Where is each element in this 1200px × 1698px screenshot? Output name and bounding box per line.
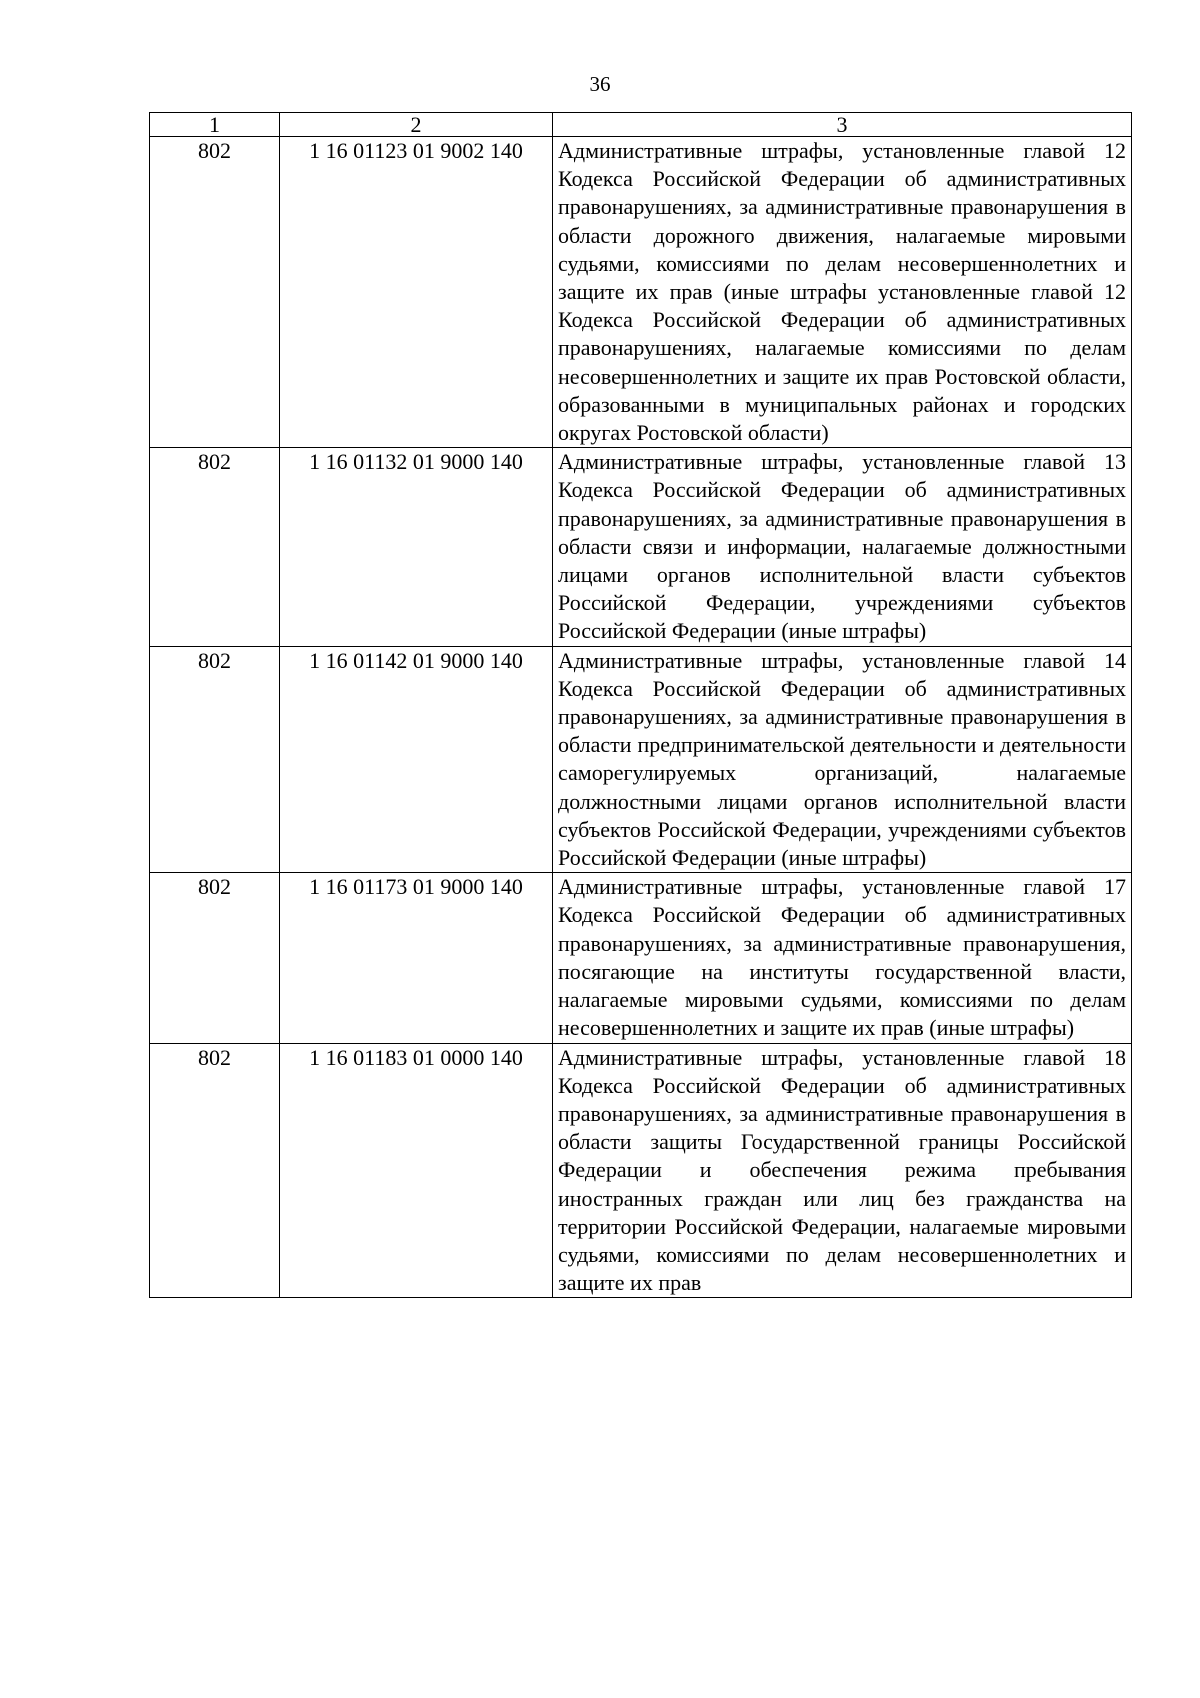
- column-number-1: 1: [150, 113, 280, 137]
- revenue-description-cell: Административные штрафы, установленные главой 14 Кодекса Российской Федерации об административных правонарушениях, за административные правонарушения в области предпринимательской деятельности и деятельности саморегулируемых организаций, налагаемые должностными лицами органов исполнительной власти субъектов Российской Федерации, учреждениями субъектов Российской Федерации (иные штрафы): [553, 646, 1132, 873]
- budget-codes-table: [149, 112, 1132, 1298]
- admin-code-cell: 802: [150, 448, 280, 646]
- revenue-description-cell: Административные штрафы, установленные главой 12 Кодекса Российской Федерации об административных правонарушениях, за административные правонарушения в области дорожного движения, налагаемые мировыми судьями, комиссиями по делам несовершеннолетних и защите их прав (иные штрафы установленные главой 12 Кодекса Российской Федерации об административных правонарушениях, налагаемые комиссиями по делам несовершеннолетних и защите их прав Ростовской области, образованными в муниципальных районах и городских округах Ростовской области): [553, 137, 1132, 448]
- admin-code-cell: 802: [150, 137, 280, 448]
- revenue-description-cell: Административные штрафы, установленные главой 13 Кодекса Российской Федерации об административных правонарушениях, за административные правонарушения в области связи и информации, налагаемые должностными лицами органов исполнительной власти субъектов Российской Федерации, учреждениями субъектов Российской Федерации (иные штрафы): [553, 448, 1132, 646]
- table-row: [150, 873, 1132, 1043]
- budget-classification-code-cell: 1 16 01142 01 9000 140: [280, 646, 553, 873]
- table-row: [150, 646, 1132, 873]
- table-header-row: [150, 113, 1132, 137]
- column-number-2: 2: [280, 113, 553, 137]
- budget-classification-code-cell: 1 16 01123 01 9002 140: [280, 137, 553, 448]
- budget-classification-code-cell: 1 16 01183 01 0000 140: [280, 1043, 553, 1298]
- revenue-description-cell: Административные штрафы, установленные главой 17 Кодекса Российской Федерации об административных правонарушениях, за административные правонарушения, посягающие на институты государственной власти, налагаемые мировыми судьями, комиссиями по делам несовершеннолетних и защите их прав (иные штрафы): [553, 873, 1132, 1043]
- revenue-description-cell: Административные штрафы, установленные главой 18 Кодекса Российской Федерации об административных правонарушениях, за административные правонарушения в области защиты Государственной границы Российской Федерации и обеспечения режима пребывания иностранных граждан или лиц без гражданства на территории Российской Федерации, налагаемые мировыми судьями, комиссиями по делам несовершеннолетних и защите их прав: [553, 1043, 1132, 1298]
- admin-code-cell: 802: [150, 646, 280, 873]
- admin-code-cell: 802: [150, 873, 280, 1043]
- column-number-3: 3: [553, 113, 1132, 137]
- budget-classification-code-cell: 1 16 01132 01 9000 140: [280, 448, 553, 646]
- table-row: [150, 448, 1132, 646]
- budget-classification-code-cell: 1 16 01173 01 9000 140: [280, 873, 553, 1043]
- admin-code-cell: 802: [150, 1043, 280, 1298]
- page-number: 36: [589, 72, 611, 96]
- table-row: [150, 137, 1132, 448]
- table-row: [150, 1043, 1132, 1298]
